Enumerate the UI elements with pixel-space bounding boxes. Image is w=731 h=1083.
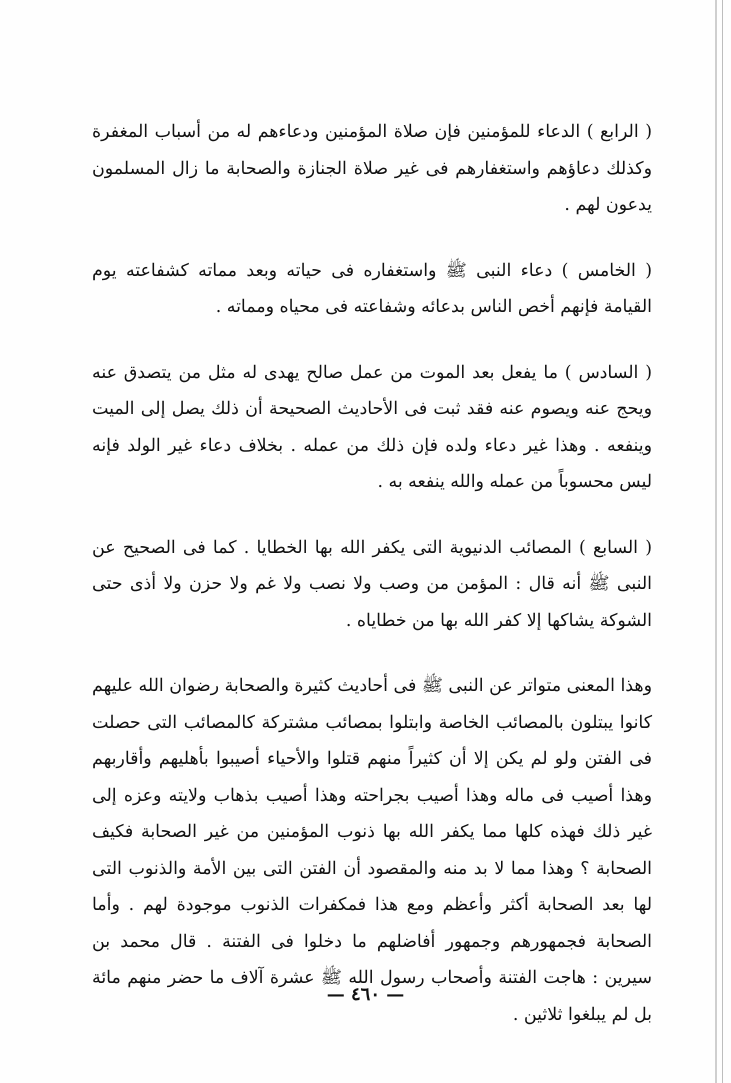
paragraph-sixth: ( السادس ) ما يفعل بعد الموت من عمل صالح يهدى له مثل من يتصدق عنه ويحج عنه ويصوم عنه فقد ثبت فى الأحاديث الصحيحة أن ذلك يصل إلى الميت وينفعه . وهذا غير دعاء ولده فإن ذلك من عمله . بخلاف دعاء غير الولد فإنه ليس محسوباً من عمله والله ينفعه به . <box>92 362 652 492</box>
scan-edge-line <box>722 0 723 1083</box>
paragraph-fourth: ( الرابع ) الدعاء للمؤمنين فإن صلاة المؤمنين ودعاءهم له من أسباب المغفرة وكذلك دعاؤهم واستغفارهم فى غير صلاة الجنازة والصحابة ما زال المسلمون يدعون لهم . <box>92 122 652 215</box>
paragraph-fifth: ( الخامس ) دعاء النبى ﷺ واستغفاره فى حياته وبعد مماته كشفاعته يوم القيامة فإنهم أخص الناس بدعائه وشفاعته فى محياه ومماته . <box>92 260 652 317</box>
scan-edge-line <box>715 0 717 1083</box>
page-number: — ٤٦٠ — <box>326 984 405 1005</box>
page-body <box>92 114 652 1033</box>
paragraph-closing: وهذا المعنى متواتر عن النبى ﷺ فى أحاديث كثيرة والصحابة رضوان الله عليهم كانوا يبتلون بالمصائب الخاصة وابتلوا بمصائب مشتركة كالمصائب التى حصلت فى الفتن ولو لم يكن إلا أن كثيراً منهم قتلوا والأحياء أصيبوا بأهليهم وأقاربهم وهذا أصيب فى ماله وهذا أصيب بجراحته وهذا أصيب بذهاب ولايته وعزه إلى غير ذلك فهذه كلها مما يكفر الله بها ذنوب المؤمنين من غير الصحابة فكيف الصحابة ؟ وهذا مما لا بد منه والمقصود أن الفتن التى بين الأمة والذنوب التى لها بعد الصحابة أكثر وأعظم ومع هذا فمكفرات الذنوب موجودة لهم . وأما الصحابة فجمهورهم وجمهور أفاضلهم ما دخلوا فى الفتنة . قال محمد بن سيرين : هاجت الفتنة وأصحاب رسول الله ﷺ عشرة آلاف ما حضر منهم مائة بل لم يبلغوا ثلاثين . <box>92 676 652 1025</box>
paragraph-seventh: ( السابع ) المصائب الدنيوية التى يكفر الله بها الخطايا . كما فى الصحيح عن النبى ﷺ أنه قال : المؤمن من وصب ولا نصب ولا غم ولا حزن ولا أذى حتى الشوكة يشاكها إلا كفر الله بها من خطاياه . <box>92 537 652 631</box>
